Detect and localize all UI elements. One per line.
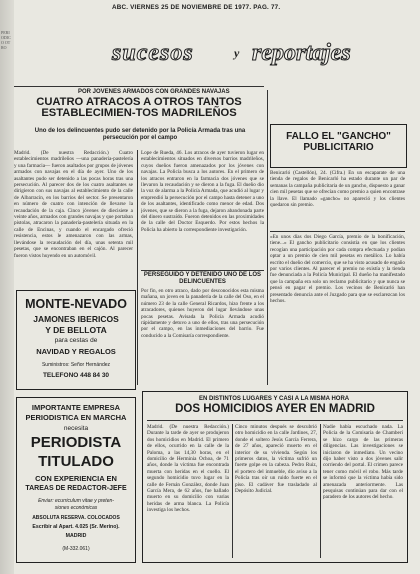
ad1-line3: para cestas de — [54, 337, 98, 344]
story1-kicker: POR JOVENES ARMADOS CON GRANDES NAVAJAS — [78, 89, 230, 95]
ad2-line6: Enviar: ecurriculum vitae y preten- — [38, 498, 114, 504]
story3-box — [142, 391, 408, 563]
banner-word-sucesos: sucesos — [112, 40, 194, 66]
ad1-line1: JAMONES IBERICOS — [33, 314, 119, 324]
side-column-2: «En unos días dos Diego García, premio de la bonificación, tiene...» El gancho publicitario consistía en que los clientes recogían una participación por cada compra efectuada y podían optar a un premio de cien mil pesetas en metálico. Lo había escrito el dueño del comercio, que se ha visto acusado de engaño por varios clientes. Al parecer el premio no existía y la tienda fue denunciada a la Policía Municipal. El dueño ha manifestado que la campaña era solo un reclamo publicitario y que nunca se pensó en pagar el premio. Los vecinos de Benicarló han presentado denuncia ante el Juzgado para que se esclarezcan los hechos. — [270, 234, 405, 305]
story3-column-1: Madrid. (De nuestra Redacción.) Durante la tarde de ayer se produjeron dos homicidios en Madrid. El primero de ellos, ocurrido en la calle de la Paloma, a las 14,30 horas, en el domicilio de Herminia Ochoa, de 71 años, donde la víctima fue encontrada muerta con heridas en el cuello. El segundo homicidio tuvo lugar en la calle de Fernán González, donde Juan García Mera, de 62 años, fue hallado muerto en su domicilio con varias heridas de arma blanca. La Policía investiga los hechos. — [147, 424, 229, 514]
ad1-line4: NAVIDAD Y REGALOS — [36, 347, 116, 356]
side-column-1: Benicarló (Castellón), 24. (Cifra.) En un escaparate de una tienda de regalos de Benicarló ha estado durante un par de semanas la campaña publicitaria de un gancho, dispuesto a ganar cien mil pesetas que se ofrecían como premio a quien encontrase la llave. El llamado «gancho» no apareció y los clientes quedaron sin premio. — [270, 170, 405, 209]
ad2-line2: PERIODISTICA EN MARCHA — [25, 413, 127, 422]
story3-column-2: Cinco minutos después se descubrió otro homicidio en la calle Jardines, 27, donde el soltero Jesús García Ferrera, de 27 años, apareció muerto en el interior de su vivienda. Según los primeros datos, la víctima sufrió un fuerte golpe en la cabeza. Pedro Ruiz, el portero del inmueble, dio aviso a la Policía tras oír un ruido fuerte en el piso. El cadáver fue trasladado al Depósito Judicial. — [235, 424, 317, 495]
ad2-line3: necesita — [63, 425, 89, 432]
side-headline: FALLO EL "GANCHO" PUBLICITARIO — [286, 131, 391, 153]
ad-monte-nevado — [16, 290, 136, 390]
ad2-code: (M-332.061) — [62, 546, 90, 552]
story1-headline: CUATRO ATRACOS A OTROS TANTOS ESTABLECIMIEN-TOS MADRILEÑOS — [36, 96, 242, 120]
ad2-line4: CON EXPERIENCIA EN — [35, 474, 117, 483]
ad2-line1: IMPORTANTE EMPRESA — [31, 403, 121, 412]
ad2-line10: MADRID — [65, 533, 87, 539]
ad2-big2: TITULADO — [38, 453, 114, 470]
ad1-line2: Y DE BELLOTA — [45, 325, 107, 335]
story2-headline: PERSEGUIDO Y DETENIDO UNO DE LOS DELINCUENTES — [143, 272, 262, 285]
ad2-line7: siones económicas — [54, 505, 98, 511]
edge-text: PERIODICO OTRO — [1, 30, 11, 50]
ad2-line8: ABSOLUTA RESERVA. COLOCADOS — [32, 515, 120, 521]
ad2-big1: PERIODISTA — [30, 434, 122, 451]
ad2-line9: Escribir al Apart. 4.025 (Sr. Merino). — [32, 524, 120, 530]
story3-headline: DOS HOMICIDIOS AYER EN MADRID — [175, 403, 375, 415]
story1-column-1: Madrid. (De nuestra Redacción.) Cuatro establecimientos madrileños —una panadería-pastelería y una farmacia— fueron asaltados por grupos de jóvenes armados con navajas en el día de ayer. Uno de los asaltantes pudo ser detenido a las pocas horas tras una persecución. Al parecer dos de los cuatro asaltantes se dirigieron con sus navajas al establecimiento de la calle de Albarracín, en los barrios del sector. Se presentaron en número de cuatro con intención de llevarse la recaudación de la caja. Cinco jóvenes de diecisiete a veinte años, armados con grandes navajas y que portaban pistolas, atracaron la panadería-pastelería situada en la calle de Encinas, y cuando el encargado ofreció resistencia, estos le amenazaron con las armas, llevándose la recaudación del día, unas setenta mil pesetas, que se encontraban en el cajón. Al parecer fueron vistos huyendo en un automóvil. — [14, 150, 133, 259]
ad1-brand: MONTE-NEVADO — [25, 297, 127, 311]
section-banner — [112, 40, 404, 70]
ad-periodista — [16, 397, 136, 563]
page-header: ABC. VIERNES 25 DE NOVIEMBRE DE 1977. PAG. 77. — [112, 4, 281, 11]
ad1-line5: Suministros: Señor Hernández — [41, 362, 111, 368]
story3-kicker: EN DISTINTOS LUGARES Y CASI A LA MISMA HORA — [199, 396, 350, 402]
story1-deck: Uno de los delincuentes pudo ser detenido por la Policía Armada tras una persecución por el campo — [34, 128, 246, 141]
banner-word-reportajes: reportajes — [252, 40, 351, 66]
ad2-line5: TAREAS DE REDACTOR-JEFE — [25, 485, 127, 492]
story2-column: Por fin, en otro atraco, dado por desconocidos esta misma mañana, un joven en la panadería de la calle del Oso, en el número 23 de la calle General Ricardos, hizo frente a los atracadores, quienes huyeron del lugar llevándose unas pocas pesetas. Avisada la Policía Armada acudió rápidamente y detuvo a uno de ellos, tras una persecución por el campo, en las inmediaciones del barrio. Fue conducido a la Comisaría correspondiente. — [141, 288, 264, 339]
banner-word-y: y — [234, 46, 240, 60]
story1-column-2: Lope de Rueda, 46. Los atracos de ayer tuvieron lugar en establecimientos situados en diversos barrios madrileños, cuyos dueños fueron amenazados por los jóvenes con navajas. La Policía busca a los autores. En el primero de los atracos entraron en la farmacia dos jóvenes que se llevaron la recaudación y se dieron a la fuga. El dueño dio la voz de alarma a la Policía Armada, que acudió al lugar y emprendió la persecución por el campo hasta detener a uno de los asaltantes, identificado como menor de edad. Dos jóvenes, que se dieron a la fuga, dejaron abandonada parte del dinero sustraído. Fueron detenidos en las proximidades de la calle del Doctor Esquerdo. Por estos hechos la Policía ha abierto la correspondiente investigación. — [141, 150, 264, 233]
ad1-line6: TELEFONO 448 84 30 — [42, 372, 110, 379]
side-headline-box — [270, 124, 407, 168]
story3-column-3: Nadie había escuchado nada. La Policía de la Comisaría de Chamberí se hizo cargo de las primeras diligencias. Las investigaciones se iniciaron de inmediato. Un vecino dijo haber visto a dos jóvenes salir corriendo del portal. El crimen parece tener como móvil el robo. Más tarde se informó que la víctima había sido amenazada anteriormente. Las pesquisas continúan para dar con el paradero de los autores del hecho. — [323, 424, 403, 501]
scan-edge — [0, 0, 14, 574]
